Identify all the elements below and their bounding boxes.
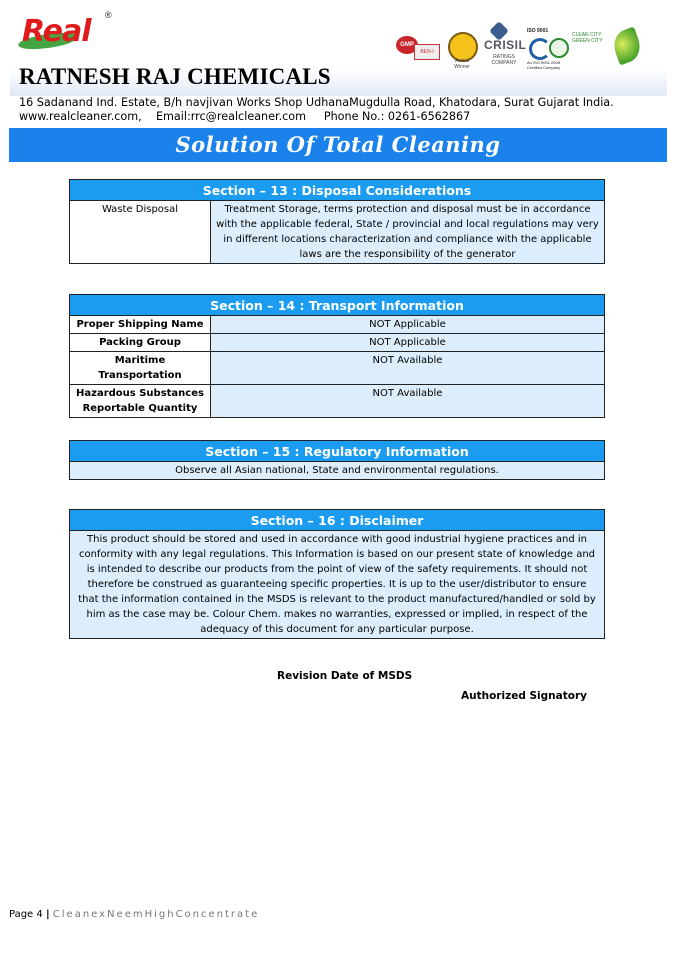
green-seal-icon: [549, 38, 569, 58]
leaf-icon: [609, 27, 644, 66]
revision-date-label: Revision Date of MSDS: [277, 670, 413, 682]
table-row: [70, 385, 605, 418]
company-address: [19, 96, 614, 124]
table-row: [70, 316, 605, 334]
crisil-badge: CRISIL: [484, 38, 527, 52]
company-name: RATNESH RAJ CHEMICALS: [19, 64, 331, 89]
section-13-table: [69, 179, 605, 264]
contact-line: www.realcleaner.com, Email:rrc@realcleaner.com Phone No.: 0261-6562867: [19, 110, 471, 123]
section-15-title: Section – 15 : Regulatory Information: [70, 441, 605, 462]
section-15-table: [69, 440, 605, 480]
tagline: Solution Of Total Cleaning: [175, 132, 501, 157]
document-name: CleanexNeemHighConcentrate: [52, 909, 260, 920]
disclaimer-text: This product should be stored and used in accordance with good industrial hygiene practices and in conformity with any legal regulations. This Information is based on our present state of knowledge and is intended to describe our products from the point of view of the safety requirements. It should not therefore be construed as guaranteeing specific properties. It is up to the user/distributor to ensure that the information contained in the MSDS is relevant to the product manufactured/handled or sold by him as the case may be. Colour Chem. makes no warranties, expressed or implied, in respect of the adequacy of this document for any particular purpose.: [70, 531, 605, 639]
iso-caption-top: ISO 9001: [527, 28, 549, 34]
ben-badge: BEN-I: [414, 44, 440, 60]
tagline-bar: [9, 128, 667, 162]
clean-city-caption: CLEAN CITY GREEN CITY: [572, 32, 603, 44]
section-16-title: Section – 16 : Disclaimer: [70, 510, 605, 531]
authorized-signatory-label: Authorized Signatory: [461, 690, 587, 702]
row-label: Packing Group: [70, 334, 211, 352]
section-16-table: [69, 509, 605, 639]
row-value: NOT Applicable: [211, 316, 605, 334]
row-label: Maritime Transportation: [70, 352, 211, 385]
row-value: NOT Applicable: [211, 334, 605, 352]
table-row: [70, 352, 605, 385]
row-label: Proper Shipping Name: [70, 316, 211, 334]
row-label: Hazardous Substances Reportable Quantity: [70, 385, 211, 418]
page-footer: [9, 909, 259, 920]
iso-icon: [529, 38, 551, 60]
row-value: NOT Available: [211, 385, 605, 418]
section-14-table: [69, 294, 605, 418]
table-row: [70, 334, 605, 352]
company-logo: Real: [22, 14, 91, 49]
regulatory-text: Observe all Asian national, State and environmental regulations.: [70, 462, 605, 480]
gmp-badge: GMP: [396, 36, 418, 54]
section-14-title: Section – 14 : Transport Information: [70, 295, 605, 316]
certification-badges: [392, 24, 652, 70]
row-value: NOT Available: [211, 352, 605, 385]
waste-disposal-label: Waste Disposal: [70, 201, 211, 264]
award-caption: Award Winner: [454, 58, 470, 70]
address-line: 16 Sadanand Ind. Estate, B/h navjivan Works Shop UdhanaMugdulla Road, Khatodara, Surat Gujarat India.: [19, 96, 614, 109]
page-number: Page 4: [9, 909, 43, 920]
crisil-caption: RATINGS COMPANY: [491, 54, 517, 66]
registered-mark: ®: [105, 10, 112, 20]
iso-caption-bottom: An ISO 9001:2008 Certified Company: [527, 60, 561, 70]
section-13-title: Section – 13 : Disposal Considerations: [70, 180, 605, 201]
waste-disposal-text: Treatment Storage, terms protection and disposal must be in accordance with the applicable federal, State / provincial and local regulations may very in different locations characterization and compliance with the applicable laws are the responsibility of the generator: [211, 201, 605, 264]
footer-separator: |: [45, 909, 50, 920]
